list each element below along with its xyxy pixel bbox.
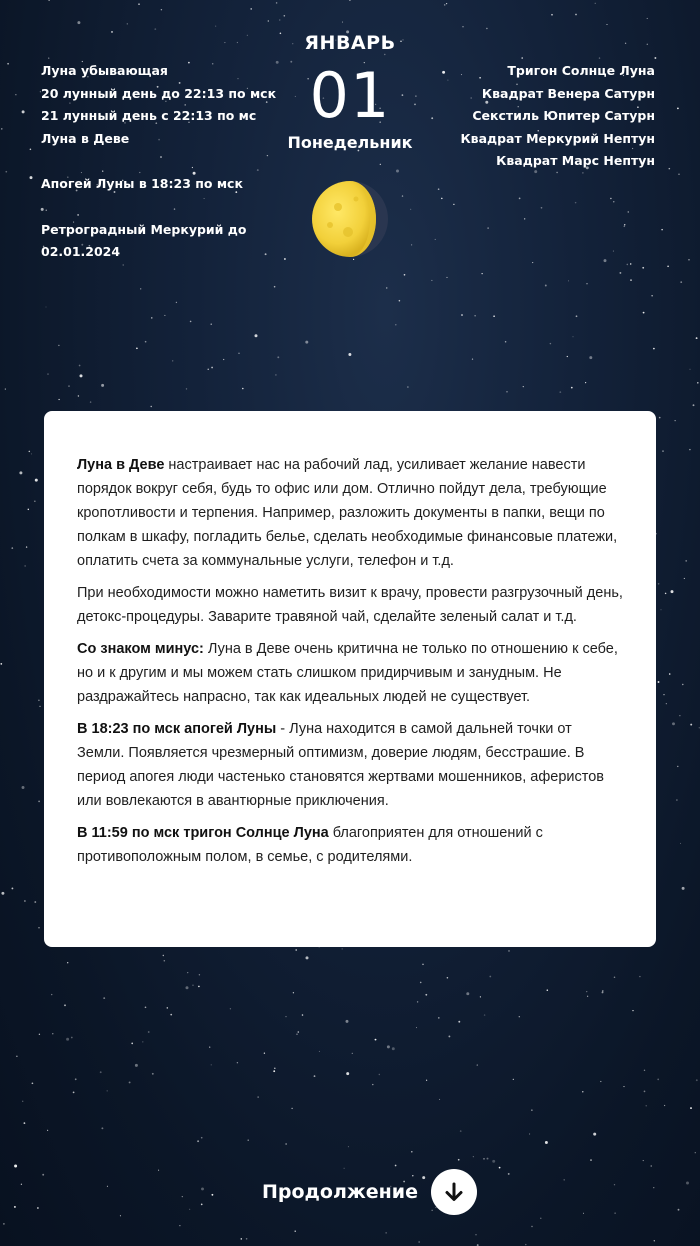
moon-phase-text: Луна убывающая <box>41 63 168 78</box>
aspect-item: Секстиль Юпитер Сатурн <box>472 108 655 123</box>
paragraph-2-text: При необходимости можно наметить визит к врачу, провести разгрузочный день, детокс-процедуры. Заварите травяной чай, сделайте зеленый салат и т.д. <box>77 585 623 625</box>
paragraph-2 <box>77 581 623 629</box>
paragraph-4-text: - Луна находится в самой дальней точки от Земли. Появляется чрезмерный оптимизм, доверие людям, бесстрашие. В период апогея люди частенько становятся жертвами мошенников, аферистов или вовлекаются в авантюрные приключения. <box>77 721 604 809</box>
paragraph-3-text: Луна в Деве очень критична не только по отношению к себе, но и к другим и мы можем стать слишком придирчивым и занудным. Не раздражайтесь напрасно, так как идеальных людей не существует. <box>77 641 618 705</box>
aspect-item: Квадрат Меркурий Нептун <box>460 130 655 146</box>
retrograde-text-line2: 02.01.2024 <box>41 244 121 259</box>
aspect-item: Тригон Солнце Луна <box>507 63 655 78</box>
lunar-day-1-text: 20 лунный день до 22:13 по мск <box>41 85 277 101</box>
paragraph-3 <box>77 637 623 709</box>
lunar-day-2-text: 21 лунный день с 22:13 по мс <box>41 108 257 123</box>
paragraph-5 <box>77 821 623 869</box>
day-number: 01 <box>309 59 391 132</box>
paragraph-5-text: благоприятен для отношений с противоположным полом, в семье, с родителями. <box>77 825 543 865</box>
moon-sign-text: Луна в Деве <box>41 130 130 146</box>
aspect-item: Квадрат Венера Сатурн <box>481 85 655 101</box>
moon-phase-icon <box>308 177 392 261</box>
aspects-panel <box>395 60 655 173</box>
paragraph-4 <box>77 717 623 813</box>
apogee-text: Апогей Луны в 18:23 по мск <box>41 176 243 191</box>
paragraph-1-bold: Луна в Деве <box>77 457 165 473</box>
paragraph-4-bold: В 18:23 по мск апогей Луны <box>77 721 277 737</box>
paragraph-3-bold: Со знаком минус: <box>77 641 204 657</box>
arrow-down-icon[interactable] <box>431 1169 477 1215</box>
paragraph-5-bold: В 11:59 по мск тригон Солнце Луна <box>77 825 329 841</box>
continue-button[interactable] <box>262 1169 477 1215</box>
paragraph-1-text: настраивает нас на рабочий лад, усиливает желание навести порядок вокруг себя, будь то офис или дом. Отлично пойдут дела, требующие кропотливости и терпения. Например, разложить документы в папки, вещи по полкам в шкафу, погладить белье, сделать необходимые финансовые платежи, оплатить счета за коммунальные услуги, телефон и т.д. <box>77 457 618 569</box>
paragraph-1 <box>77 453 623 573</box>
continue-label: Продолжение <box>262 1181 418 1203</box>
month-title: ЯНВАРЬ <box>304 32 396 54</box>
retrograde-text-line1: Ретроградный Меркурий до <box>41 221 247 237</box>
description-card <box>44 411 656 947</box>
weekday-label: Понедельник <box>287 133 413 152</box>
aspect-item: Квадрат Марс Нептун <box>496 153 655 168</box>
